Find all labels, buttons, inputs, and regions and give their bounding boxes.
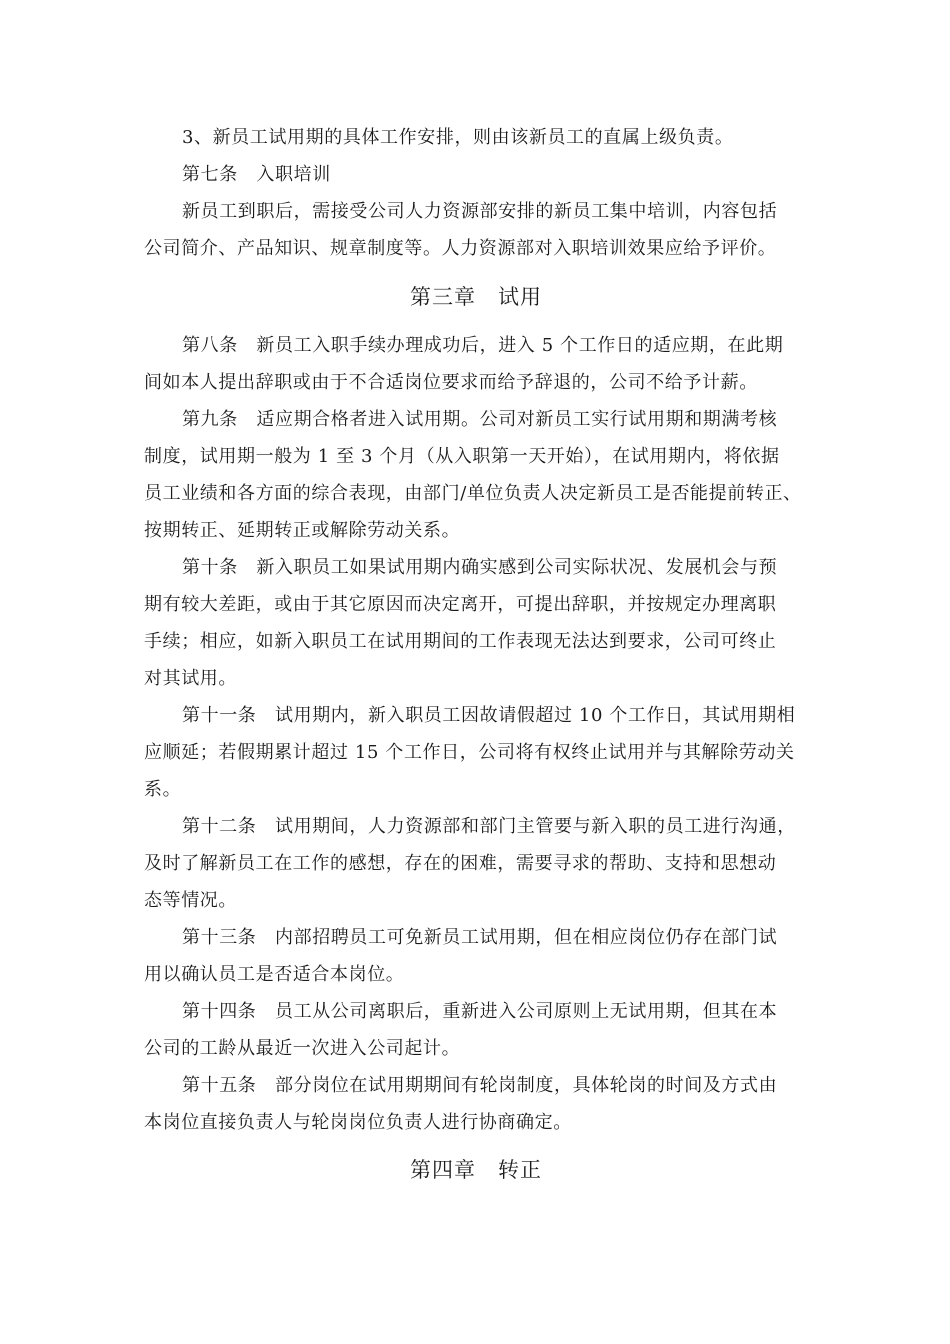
- article-10-line-2: 期有较大差距，或由于其它原因而决定离开，可提出辞职，并按规定办理离职: [144, 594, 777, 615]
- article-10-line-4: 对其试用。: [144, 668, 237, 689]
- item-3: 3、新员工试用期的具体工作安排，则由该新员工的直属上级负责。: [182, 127, 734, 148]
- article-12-line-3: 态等情况。: [144, 890, 237, 911]
- article-11-line-3: 系。: [144, 779, 182, 800]
- article-12-line-1: 第十二条 试用期间，人力资源部和部门主管要与新入职的员工进行沟通，: [182, 816, 796, 837]
- article-9-line-3: 员工业绩和各方面的综合表现，由部门/单位负责人决定新员工是否能提前转正、: [144, 483, 802, 504]
- article-9-line-4: 按期转正、延期转正或解除劳动关系。: [144, 520, 461, 541]
- article-8-line-1: 第八条 新员工入职手续办理成功后，进入 5 个工作日的适应期，在此期: [182, 335, 784, 356]
- article-8-line-2: 间如本人提出辞职或由于不合适岗位要求而给予辞退的，公司不给予计薪。: [144, 372, 758, 393]
- article-10-line-1: 第十条 新入职员工如果试用期内确实感到公司实际状况、发展机会与预: [182, 557, 778, 578]
- chapter-4-heading: 第四章 转正: [410, 1158, 542, 1182]
- article-7-line-2: 公司简介、产品知识、规章制度等。人力资源部对入职培训效果应给予评价。: [144, 238, 777, 259]
- article-7-title: 第七条 入职培训: [182, 164, 331, 185]
- article-14-line-2: 公司的工龄从最近一次进入公司起计。: [144, 1038, 461, 1059]
- article-14-line-1: 第十四条 员工从公司离职后，重新进入公司原则上无试用期，但其在本: [182, 1001, 778, 1022]
- article-12-line-2: 及时了解新员工在工作的感想，存在的困难，需要寻求的帮助、支持和思想动: [144, 853, 777, 874]
- chapter-3-heading: 第三章 试用: [410, 285, 542, 309]
- article-13-line-2: 用以确认员工是否适合本岗位。: [144, 964, 405, 985]
- article-10-line-3: 手续；相应，如新入职员工在试用期间的工作表现无法达到要求，公司可终止: [144, 631, 777, 652]
- article-11-line-1: 第十一条 试用期内，新入职员工因故请假超过 10 个工作日，其试用期相: [182, 705, 796, 726]
- article-9-line-1: 第九条 适应期合格者进入试用期。公司对新员工实行试用期和期满考核: [182, 409, 778, 430]
- article-11-line-2: 应顺延；若假期累计超过 15 个工作日，公司将有权终止试用并与其解除劳动关: [144, 742, 795, 763]
- article-15-line-1: 第十五条 部分岗位在试用期期间有轮岗制度，具体轮岗的时间及方式由: [182, 1075, 778, 1096]
- article-15-line-2: 本岗位直接负责人与轮岗岗位负责人进行协商确定。: [144, 1112, 572, 1133]
- article-7-line-1: 新员工到职后，需接受公司人力资源部安排的新员工集中培训，内容包括: [182, 201, 778, 222]
- article-13-line-1: 第十三条 内部招聘员工可免新员工试用期，但在相应岗位仍存在部门试: [182, 927, 778, 948]
- article-9-line-2: 制度，试用期一般为 1 至 3 个月（从入职第一天开始），在试用期内，将依据: [144, 446, 780, 467]
